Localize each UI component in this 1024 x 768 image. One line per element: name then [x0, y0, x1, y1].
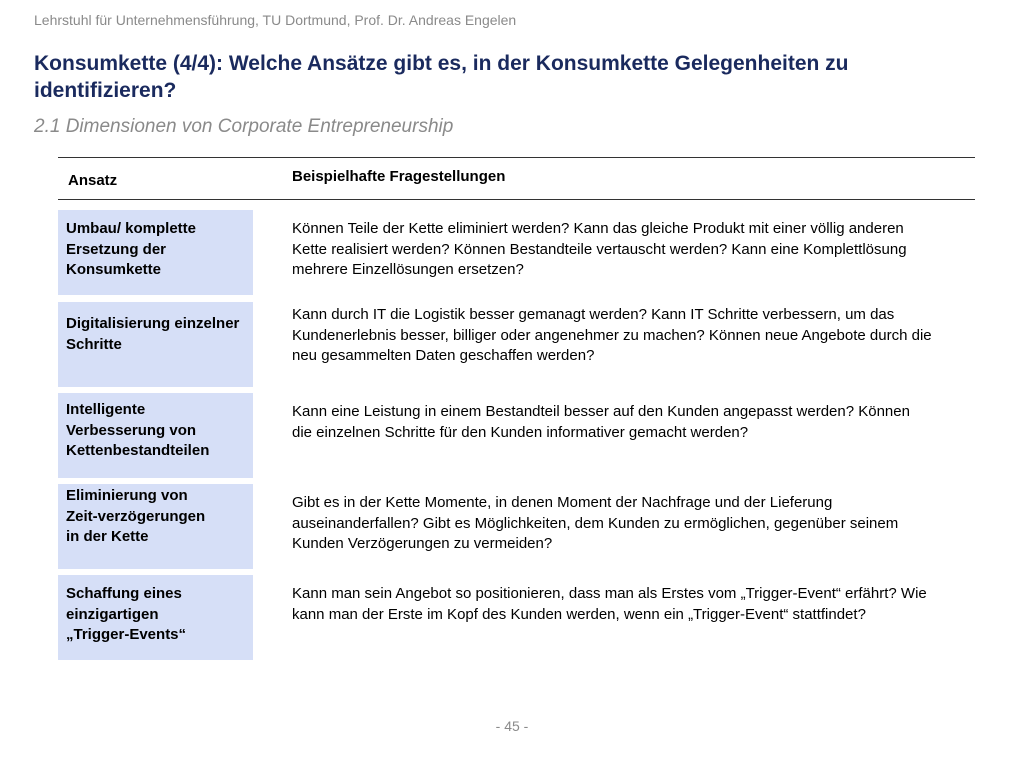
table-row — [58, 393, 975, 478]
table-row — [58, 210, 975, 295]
column-header-approach: Ansatz — [68, 172, 118, 189]
table-row — [58, 575, 975, 660]
approach-box — [58, 484, 253, 569]
approach-label: Schaffung eines einzigartigen „Trigger-Events“ — [66, 585, 187, 643]
page-number: - 45 - — [495, 718, 529, 734]
approach-label: Umbau/ komplette Ersetzung der Konsumkette — [66, 220, 197, 278]
slide-title: Konsumkette (4/4): Welche Ansätze gibt es, in der Konsumkette Gelegenheiten zu identifizieren? — [34, 52, 849, 102]
approach-box — [58, 393, 253, 478]
question-text: Kann durch IT die Logistik besser gemanagt werden? Kann IT Schritte verbessern, um das Kundenerlebnis besser, billiger oder angenehmer zu machen? Können neue Angebote durch die neu gesammelten Daten geschaffen werden? — [292, 306, 932, 364]
slide-subtitle: 2.1 Dimensionen von Corporate Entrepreneurship — [34, 116, 454, 137]
table-row — [58, 484, 975, 569]
question-text: Gibt es in der Kette Momente, in denen Moment der Nachfrage und der Lieferung auseinanderfallen? Gibt es Möglichkeiten, dem Kunden zu ermöglichen, gegenüber seinem Kunden Verzögerungen zu vermeiden? — [292, 494, 899, 552]
table-top-rule — [58, 157, 975, 158]
approach-box — [58, 302, 253, 387]
header-affiliation: Lehrstuhl für Unternehmensführung, TU Dortmund, Prof. Dr. Andreas Engelen — [34, 12, 517, 28]
question-text: Kann eine Leistung in einem Bestandteil besser auf den Kunden angepasst werden? Können die einzelnen Schritte für den Kunden informativer gemacht werden? — [292, 403, 910, 441]
column-header-questions: Beispielhafte Fragestellungen — [292, 168, 506, 185]
approach-box — [58, 210, 253, 295]
question-text: Können Teile der Kette eliminiert werden? Kann das gleiche Produkt mit einer völlig anderen Kette realisiert werden? Können Bestandteile vertauscht werden? Kann eine Komplettlösung mehrere Einzellösungen ersetzen? — [292, 220, 907, 278]
table-row — [58, 302, 975, 387]
approach-box — [58, 575, 253, 660]
approach-label: Eliminierung von Zeit-verzögerungen in der Kette — [66, 487, 206, 545]
approach-label: Digitalisierung einzelner Schritte — [66, 315, 240, 353]
question-text: Kann man sein Angebot so positionieren, dass man als Erstes vom „Trigger-Event“ erfährt? Wie kann man der Erste im Kopf des Kunden werden, wenn ein „Trigger-Event“ stattfindet? — [292, 585, 927, 623]
table-header-rule — [58, 199, 975, 200]
approach-label: Intelligente Verbesserung von Kettenbestandteilen — [66, 401, 210, 459]
